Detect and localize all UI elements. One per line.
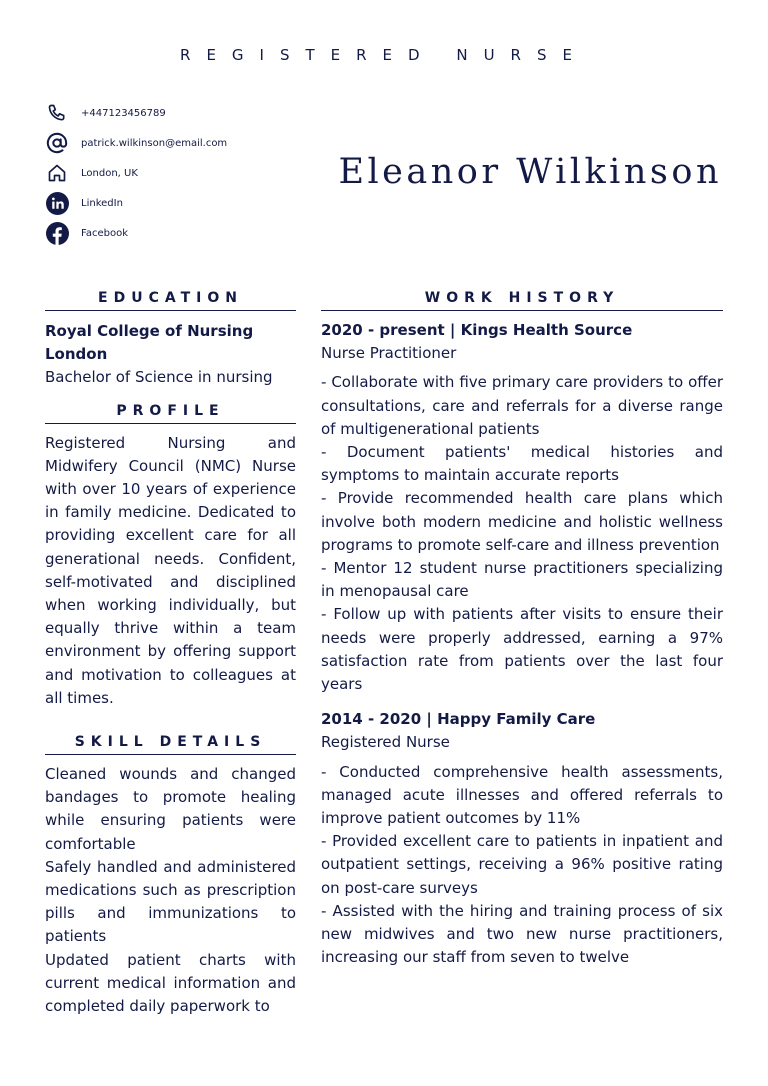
right-column — [321, 290, 723, 969]
work-history-heading: WORK HISTORY — [321, 290, 723, 311]
job-bullet: - Provide recommended health care plans which involve both modern medicine and holistic wellness programs to promote self-care and illness prevention — [321, 489, 723, 554]
contact-phone — [45, 98, 227, 128]
skills-list — [45, 763, 296, 1018]
job-entry — [321, 708, 723, 969]
education-heading: EDUCATION — [45, 290, 296, 311]
job-bullet: - Follow up with patients after visits to ensure their needs were properly addressed, earning a 97% satisfaction rate from patients over the last four years — [321, 605, 723, 694]
job-role: Registered Nurse — [321, 733, 450, 752]
education-school: Royal College of Nursing London — [45, 322, 254, 364]
phone-icon — [45, 101, 69, 125]
contact-linkedin-text[interactable]: LinkedIn — [81, 197, 123, 209]
job-bullet: - Document patients' medical histories and symptoms to maintain accurate reports — [321, 443, 723, 485]
skill-item: Updated patient charts with current medical information and completed daily paperwork to — [45, 950, 296, 1016]
job-bullet: - Conducted comprehensive health assessments, managed acute illnesses and offered referrals to improve patient outcomes by 11% — [321, 762, 723, 828]
job-bullet: - Mentor 12 student nurse practitioners specializing in menopausal care — [321, 559, 723, 601]
facebook-icon — [45, 221, 69, 245]
contact-location — [45, 158, 227, 188]
contact-phone-text: +447123456789 — [81, 107, 166, 119]
contact-linkedin[interactable] — [45, 188, 227, 218]
skill-item: Safely handled and administered medications such as prescription pills and immunizations to patients — [45, 857, 296, 946]
contact-email-text: patrick.wilkinson@email.com — [81, 137, 228, 149]
resume-title: REGISTERED NURSE — [180, 46, 588, 64]
candidate-name: Eleanor Wilkinson — [338, 152, 722, 192]
contact-email — [45, 128, 227, 158]
contact-facebook-text[interactable]: Facebook — [81, 227, 128, 239]
education-block — [45, 320, 296, 390]
job-bullet: - Assisted with the hiring and training process of six new midwives and two new nurse practitioners, increasing our staff from seven to twelve — [321, 901, 723, 967]
education-degree: Bachelor of Science in nursing — [45, 368, 273, 387]
contact-facebook[interactable] — [45, 218, 227, 248]
profile-text: Registered Nursing and Midwifery Council (NMC) Nurse with over 10 years of experience in family medicine. Dedicated to providing excellent care for all generational needs. Confident, self-motivated and disciplined when working individually, but equally thrive within a team environment by offering support and motivation to colleagues at all times. — [45, 433, 296, 707]
skills-heading: SKILL DETAILS — [45, 734, 296, 755]
linkedin-icon — [45, 191, 69, 215]
job-header: 2014 - 2020 | Happy Family Care — [321, 710, 596, 729]
left-column — [45, 290, 296, 1018]
profile-heading: PROFILE — [45, 403, 296, 424]
job-entry — [321, 319, 723, 696]
contact-location-text: London, UK — [81, 167, 138, 179]
job-role: Nurse Practitioner — [321, 344, 457, 363]
home-icon — [45, 161, 69, 185]
skill-item: Cleaned wounds and changed bandages to promote healing while ensuring patients were comfortable — [45, 765, 296, 853]
job-bullet: - Collaborate with five primary care providers to offer consultations, care and referrals for a diverse range of multigenerational patients — [321, 373, 723, 438]
job-bullet: - Provided excellent care to patients in inpatient and outpatient settings, receiving a 96% positive rating on post-care surveys — [321, 832, 723, 897]
job-header: 2020 - present | Kings Health Source — [321, 321, 633, 339]
contact-list — [45, 98, 227, 248]
at-icon — [45, 131, 69, 155]
